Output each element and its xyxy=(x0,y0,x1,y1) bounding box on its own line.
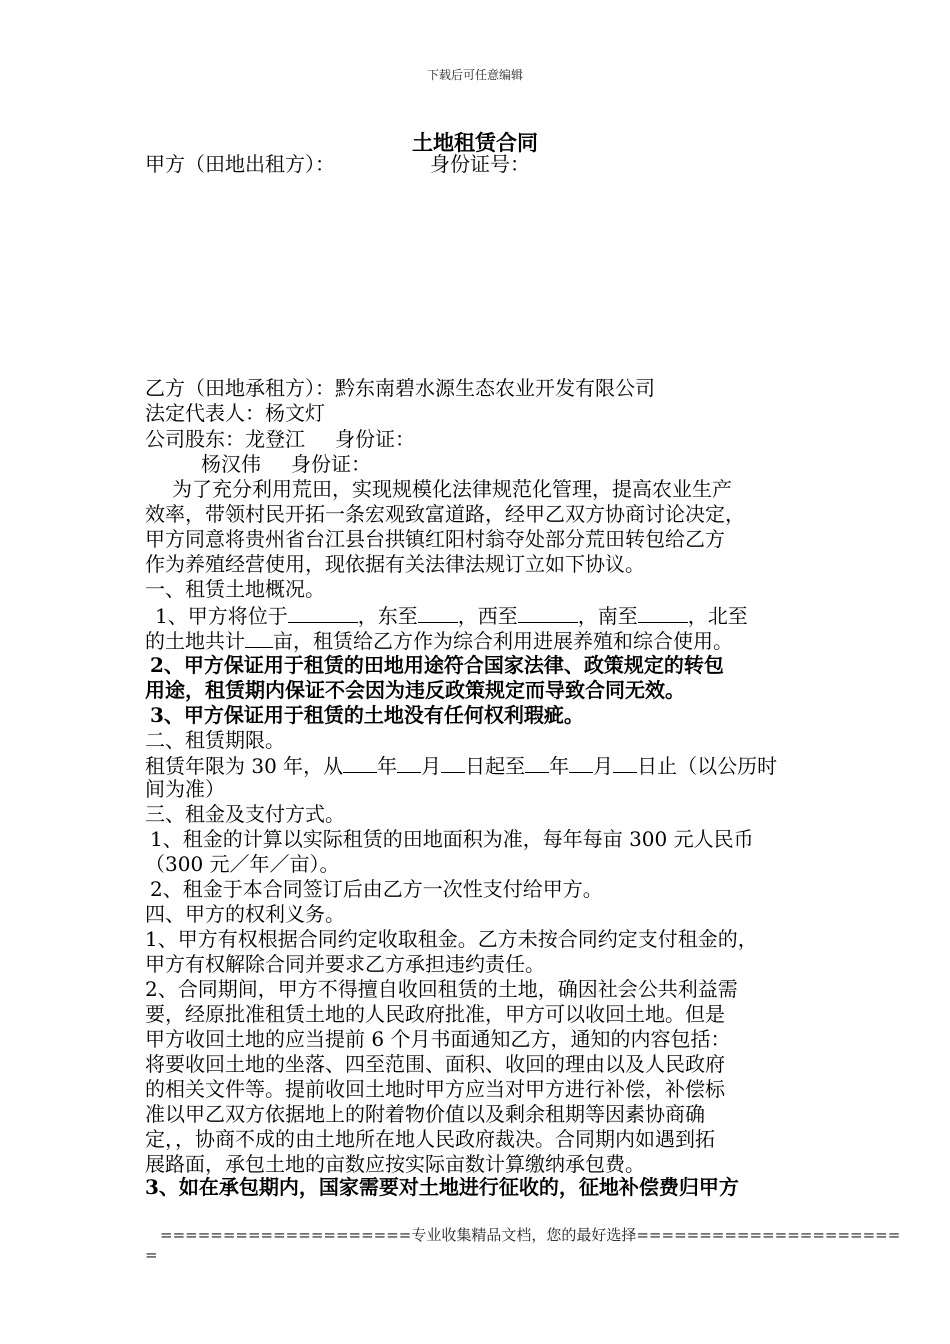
item-text: 亩，租赁给乙方作为综合利用进展养殖和综合使用。 xyxy=(273,629,733,653)
blank-field xyxy=(288,602,358,623)
section-4-item-2-line-2: 要，经原批准租赁土地的人民政府批准，甲方可以收回土地。但是 xyxy=(145,1002,725,1026)
blank-field xyxy=(343,752,377,773)
blank-field xyxy=(245,627,273,648)
section-2-line-2: 间为准） xyxy=(145,777,225,801)
section-4-item-2-line-1: 2、合同期间，甲方不得擅自收回租赁的土地，确因社会公共利益需 xyxy=(145,977,738,1001)
section-3-item-2: 2、租金于本合同签订后由乙方一次性支付给甲方。 xyxy=(150,877,603,901)
section-4-item-3: 3、如在承包期内，国家需要对土地进行征收的，征地补偿费归甲方 xyxy=(145,1175,739,1199)
section-1-item-1 xyxy=(155,602,748,628)
section-4-item-2-line-5: 的相关文件等。提前收回土地时甲方应当对甲方进行补偿，补偿标 xyxy=(145,1077,725,1101)
party-a-label: 甲方（田地出租方）： xyxy=(145,152,335,176)
intro-line-3: 甲方同意将贵州省台江县台拱镇红阳村翁夺处部分荒田转包给乙方 xyxy=(145,527,725,551)
document-title: 土地租赁合同 xyxy=(412,130,538,155)
section-2-heading: 二、租赁期限。 xyxy=(145,728,285,752)
item-text: 年 xyxy=(549,754,570,778)
blank-field xyxy=(518,602,578,623)
item-text: ，西至 xyxy=(457,604,518,628)
section-4-item-2-line-6: 准以甲乙双方依据地上的附着物价值以及剩余租期等因素协商确 xyxy=(145,1102,705,1126)
section-1-item-2-line-1: 2、甲方保证用于租赁的田地用途符合国家法律、政策规定的转包 xyxy=(150,653,724,677)
item-text: ，东至 xyxy=(357,604,418,628)
section-1-item-1-cont xyxy=(145,627,733,653)
item-text: 的土地共计 xyxy=(145,629,245,653)
item-text: ，北至 xyxy=(687,604,748,628)
section-2-line-1 xyxy=(145,752,777,778)
intro-line-2: 效率，带领村民开拓一条宏观致富道路，经甲乙双方协商讨论决定， xyxy=(145,502,745,526)
party-a-id-label: 身份证号： xyxy=(430,152,530,176)
header-note: 下载后可任意编辑 xyxy=(426,68,523,82)
section-1-heading: 一、租赁土地概况。 xyxy=(145,577,325,601)
section-4-item-1-line-1: 1、甲方有权根据合同约定收取租金。乙方未按合同约定支付租金的， xyxy=(145,927,758,951)
section-3-heading: 三、租金及支付方式。 xyxy=(145,802,345,826)
section-4-heading: 四、甲方的权利义务。 xyxy=(145,902,345,926)
item-text: 租赁年限为 30 年，从 xyxy=(145,754,344,778)
section-4-item-2-line-3: 甲方收回土地的应当提前 6 个月书面通知乙方，通知的内容包括： xyxy=(145,1027,731,1051)
section-4-item-2-line-4: 将要收回土地的坐落、四至范围、面积、收回的理由以及人民政府 xyxy=(145,1052,725,1076)
item-text: ，南至 xyxy=(577,604,638,628)
item-text: 日止（以公历时 xyxy=(637,754,778,778)
section-1-item-2-line-2: 用途，租赁期内保证不会因为违反政策规定而导致合同无效。 xyxy=(145,678,685,702)
item-text: 月 xyxy=(593,754,614,778)
section-4-item-2-line-8: 展路面，承包土地的亩数应按实际亩数计算缴纳承包费。 xyxy=(145,1152,645,1176)
shareholder-1-line xyxy=(145,427,415,451)
blank-field xyxy=(569,752,593,773)
intro-line-1: 为了充分利用荒田，实现规模化法律规范化管理，提高农业生产 xyxy=(172,477,732,501)
blank-field xyxy=(638,602,688,623)
section-3-item-1-line-2: （300 元／年／亩）。 xyxy=(145,852,340,876)
footer-line-1: ====================专业收集精品文档，您的最好选择===================== xyxy=(160,1226,901,1244)
blank-field xyxy=(418,602,458,623)
section-1-item-3: 3、甲方保证用于租赁的土地没有任何权利瑕疵。 xyxy=(150,703,584,727)
party-b-label: 乙方（田地承租方）：黔东南碧水源生态农业开发有限公司 xyxy=(145,376,655,400)
item-text: 月 xyxy=(421,754,442,778)
party-a-line xyxy=(145,152,530,176)
shareholder-1-id: 身份证： xyxy=(335,427,415,451)
item-text: 日起至 xyxy=(465,754,526,778)
section-4-item-1-line-2: 甲方有权解除合同并要求乙方承担违约责任。 xyxy=(145,952,545,976)
item-text: 年 xyxy=(377,754,398,778)
shareholder-2-line xyxy=(201,452,371,476)
footer-line-2: = xyxy=(145,1246,158,1264)
shareholder-1: 公司股东：龙登江 xyxy=(145,427,305,451)
legal-representative: 法定代表人：杨文灯 xyxy=(145,401,325,425)
blank-field xyxy=(525,752,549,773)
section-4-item-2-line-7: 定，，协商不成的由土地所在地人民政府裁决。合同期内如遇到拓 xyxy=(145,1127,715,1151)
footer xyxy=(145,1225,901,1265)
shareholder-2: 杨汉伟 xyxy=(201,452,261,476)
blank-field xyxy=(441,752,465,773)
intro-line-4: 作为养殖经营使用，现依据有关法律法规订立如下协议。 xyxy=(145,552,645,576)
blank-field xyxy=(613,752,637,773)
section-3-item-1-line-1: 1、租金的计算以实际租赁的田地面积为准，每年每亩 300 元人民币 xyxy=(150,827,754,851)
shareholder-2-id: 身份证： xyxy=(291,452,371,476)
item-text: 1、甲方将位于 xyxy=(155,604,288,628)
blank-field xyxy=(397,752,421,773)
